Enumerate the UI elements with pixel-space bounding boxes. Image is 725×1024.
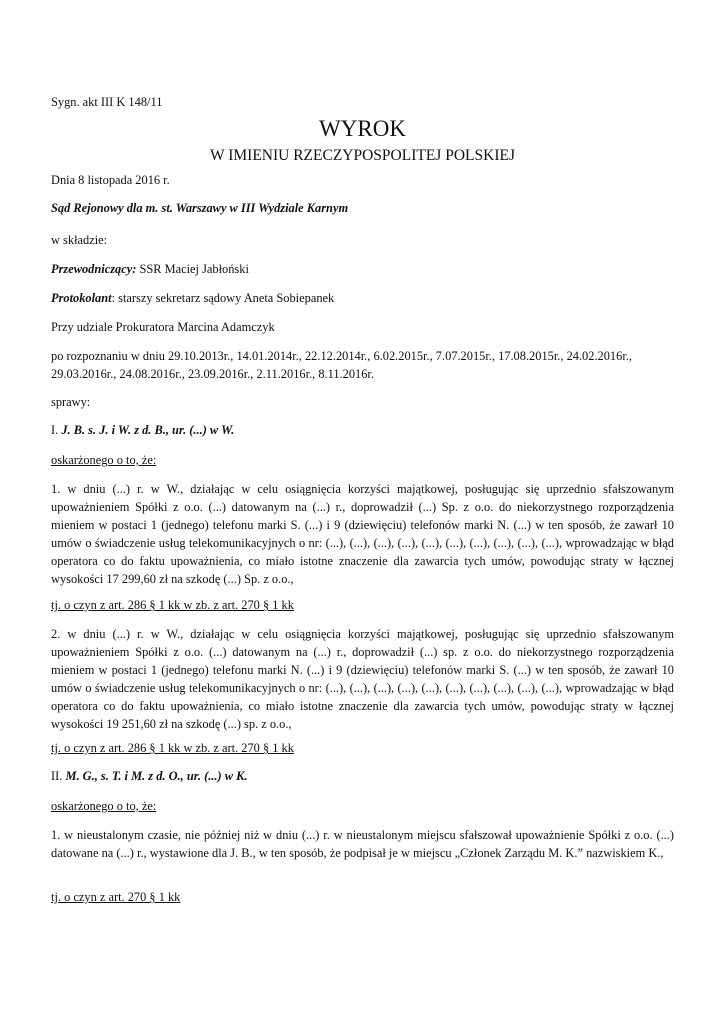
defendant-1-name: J. B. s. J. i W. z d. B., ur. (...) w W. xyxy=(61,423,235,437)
charge-2: 2. w dniu (...) r. w W., działając w celu osiągnięcia korzyści majątkowej, posługując się uprzednio sfałszowanym upoważnieniem Spółki z o.o. (...) datowanym na (...) r., doprowadził (...) sp. z o.o. do niekorzystnego rozporządzenia mieniem w postaci 1 (jednego) telefonu marki N. (...) i 9 (dziewięciu) telefonów marki S. (...) w ten sposób, że zawarł 10 umów o świadczenie usług telekomunikacyjnych o nr: (...), (...), (...), (...), (...), (...), (...), (...), (...), (...), wprowadzając w błąd operatora co do faktu upoważnienia, co miało istotne znaczenie dla zawarcia tych umów, powodując straty w łącznej wysokości 19 251,60 zł na szkodę (...) sp. z o.o., xyxy=(51,627,674,731)
judgment-subtitle: W IMIENIU RZECZYPOSPOLITEJ POLSKIEJ xyxy=(210,147,515,164)
court-clerk xyxy=(51,289,674,307)
accused-label-2: oskarżonego o to, że: xyxy=(51,799,157,813)
hearing-dates: po rozpoznaniu w dniu 29.10.2013r., 14.01.2014r., 22.12.2014r., 6.02.2015r., 7.07.2015r., 17.08.2015r., 24.02.2016r., 29.03.2016r., 24.08.2016r., 23.09.2016r., 2.11.2016r., 8.11.2016r. xyxy=(51,349,632,381)
legal-qualification-2: tj. o czyn z art. 286 § 1 kk w zb. z art. 270 § 1 kk xyxy=(51,741,294,755)
court-clerk-role: Protokolant xyxy=(51,291,112,305)
cases-label: sprawy: xyxy=(51,395,91,409)
accused-label-1: oskarżonego o to, że: xyxy=(51,453,157,467)
presiding-judge-name: SSR Maciej Jabłoński xyxy=(136,262,249,276)
defendant-1-number: I. xyxy=(51,423,62,437)
legal-qualification-1: tj. o czyn z art. 286 § 1 kk w zb. z art. 270 § 1 kk xyxy=(51,598,294,612)
presiding-judge-role: Przewodniczący: xyxy=(51,262,137,276)
composition-label: w składzie: xyxy=(51,233,108,247)
judgment-date: Dnia 8 listopada 2016 r. xyxy=(51,173,170,187)
presiding-judge xyxy=(51,260,674,278)
legal-qualification-3: tj. o czyn z art. 270 § 1 kk xyxy=(51,890,181,904)
defendant-2-heading xyxy=(51,767,674,785)
judgment-title: WYROK xyxy=(319,116,406,141)
defendant-2-name: M. G., s. T. i M. z d. O., ur. (...) w K. xyxy=(65,769,248,783)
charge-3: 1. w nieustalonym czasie, nie później niż w dniu (...) r. w nieustalonym miejscu sfałszował upoważnienie Spółki z o.o. (...) datowane na (...) r., wystawione dla J. B., w ten sposób, że podpisał je w miejscu „Członek Zarządu M. K.” nazwiskiem K., xyxy=(51,828,674,860)
prosecutor-line: Przy udziale Prokuratora Marcina Adamczyk xyxy=(51,320,275,334)
defendant-1-heading xyxy=(51,421,674,439)
court-clerk-name: : starszy sekretarz sądowy Aneta Sobiepanek xyxy=(111,291,335,305)
court-name: Sąd Rejonowy dla m. st. Warszawy w III Wydziale Karnym xyxy=(51,201,349,215)
case-number: Sygn. akt III K 148/11 xyxy=(51,95,163,109)
defendant-2-number: II. xyxy=(51,769,66,783)
charge-1: 1. w dniu (...) r. w W., działając w celu osiągnięcia korzyści majątkowej, posługując się uprzednio sfałszowanym upoważnieniem Spółki z o.o. (...) datowanym na (...) r., doprowadził (...) Sp. z o.o. do niekorzystnego rozporządzenia mieniem w postaci 1 (jednego) telefonu marki S. (...) i 9 (dziewięciu) telefonów marki N. (...) w ten sposób, że zawarł 10 umów o świadczenie usług telekomunikacyjnych o nr: (...), (...), (...), (...), (...), (...), (...), (...), (...), (...), wprowadzając w błąd operatora co do faktu upoważnienia, co miało istotne znaczenie dla zawarcia tych umów, powodując straty w łącznej wysokości 17 299,60 zł na szkodę (...) Sp. z o.o., xyxy=(51,482,674,586)
